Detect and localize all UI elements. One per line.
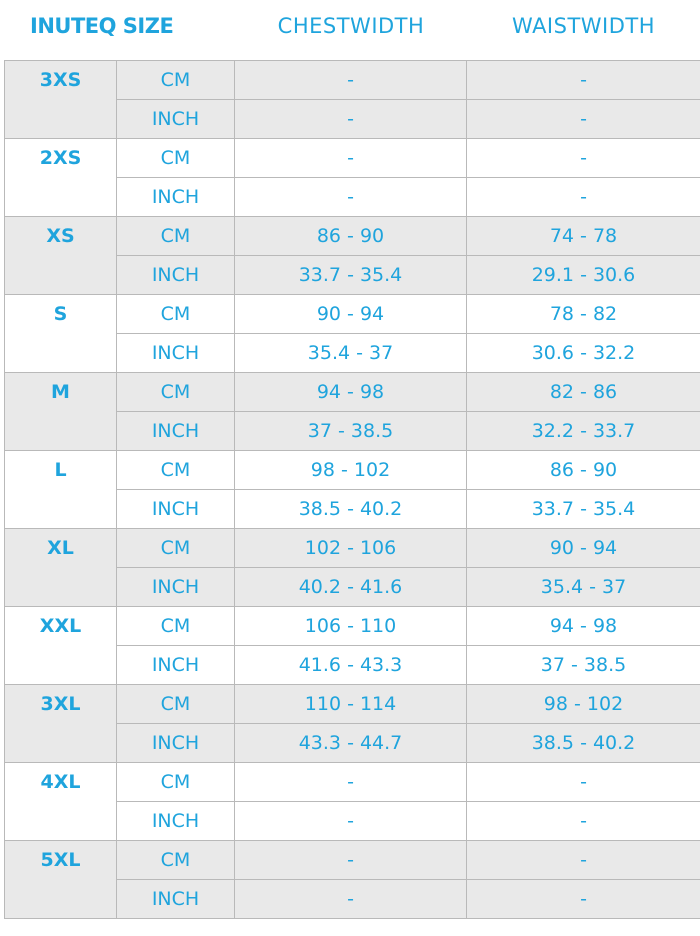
chest-inch-value: 38.5 - 40.2 <box>235 490 467 529</box>
chest-inch-value: 40.2 - 41.6 <box>235 568 467 607</box>
table-row <box>5 529 700 568</box>
unit-label-inch: INCH <box>117 880 235 919</box>
size-label: M <box>5 373 117 451</box>
size-label: 4XL <box>5 763 117 841</box>
unit-label-cm: CM <box>117 61 235 100</box>
waist-cm-value: 82 - 86 <box>467 373 700 412</box>
unit-label-cm: CM <box>117 295 235 334</box>
size-chart-table <box>4 60 700 919</box>
table-header <box>0 0 700 58</box>
waist-inch-value: 35.4 - 37 <box>467 568 700 607</box>
table-row <box>5 373 700 412</box>
chest-cm-value: 98 - 102 <box>235 451 467 490</box>
table-row <box>5 61 700 100</box>
size-label: 3XL <box>5 685 117 763</box>
unit-label-inch: INCH <box>117 256 235 295</box>
chest-cm-value: - <box>235 841 467 880</box>
chest-cm-value: 86 - 90 <box>235 217 467 256</box>
waist-cm-value: - <box>467 139 700 178</box>
chest-inch-value: - <box>235 880 467 919</box>
unit-label-cm: CM <box>117 217 235 256</box>
size-label: S <box>5 295 117 373</box>
chest-inch-value: 37 - 38.5 <box>235 412 467 451</box>
unit-label-inch: INCH <box>117 646 235 685</box>
header-size: INUTEQ SIZE <box>30 14 174 38</box>
waist-inch-value: - <box>467 802 700 841</box>
size-label: 5XL <box>5 841 117 919</box>
waist-cm-value: 74 - 78 <box>467 217 700 256</box>
unit-label-inch: INCH <box>117 490 235 529</box>
chest-inch-value: - <box>235 100 467 139</box>
chest-cm-value: - <box>235 763 467 802</box>
waist-cm-value: 78 - 82 <box>467 295 700 334</box>
waist-inch-value: 33.7 - 35.4 <box>467 490 700 529</box>
unit-label-inch: INCH <box>117 568 235 607</box>
unit-label-cm: CM <box>117 841 235 880</box>
waist-inch-value: - <box>467 178 700 217</box>
unit-label-cm: CM <box>117 529 235 568</box>
waist-cm-value: - <box>467 61 700 100</box>
size-label: 3XS <box>5 61 117 139</box>
unit-label-cm: CM <box>117 451 235 490</box>
table-row <box>5 685 700 724</box>
waist-cm-value: - <box>467 763 700 802</box>
chest-cm-value: 102 - 106 <box>235 529 467 568</box>
size-label: XL <box>5 529 117 607</box>
unit-label-inch: INCH <box>117 724 235 763</box>
chest-inch-value: 41.6 - 43.3 <box>235 646 467 685</box>
unit-label-cm: CM <box>117 685 235 724</box>
chest-inch-value: 43.3 - 44.7 <box>235 724 467 763</box>
table-row <box>5 451 700 490</box>
table-row <box>5 295 700 334</box>
header-chestwidth: CHESTWIDTH <box>277 14 425 38</box>
unit-label-inch: INCH <box>117 334 235 373</box>
chest-inch-value: - <box>235 178 467 217</box>
size-label: 2XS <box>5 139 117 217</box>
unit-label-cm: CM <box>117 763 235 802</box>
waist-inch-value: 37 - 38.5 <box>467 646 700 685</box>
size-label: XS <box>5 217 117 295</box>
size-label: XXL <box>5 607 117 685</box>
chest-cm-value: - <box>235 139 467 178</box>
table-row <box>5 217 700 256</box>
waist-inch-value: - <box>467 100 700 139</box>
unit-label-cm: CM <box>117 373 235 412</box>
waist-inch-value: 29.1 - 30.6 <box>467 256 700 295</box>
unit-label-inch: INCH <box>117 802 235 841</box>
unit-label-inch: INCH <box>117 412 235 451</box>
chest-cm-value: 94 - 98 <box>235 373 467 412</box>
unit-label-cm: CM <box>117 139 235 178</box>
chest-cm-value: 110 - 114 <box>235 685 467 724</box>
waist-inch-value: 32.2 - 33.7 <box>467 412 700 451</box>
table-row <box>5 841 700 880</box>
header-waistwidth: WAISTWIDTH <box>511 14 656 38</box>
waist-cm-value: 98 - 102 <box>467 685 700 724</box>
unit-label-cm: CM <box>117 607 235 646</box>
chest-cm-value: - <box>235 61 467 100</box>
table-row <box>5 607 700 646</box>
unit-label-inch: INCH <box>117 100 235 139</box>
table-row <box>5 139 700 178</box>
chest-inch-value: 33.7 - 35.4 <box>235 256 467 295</box>
table-row <box>5 763 700 802</box>
unit-label-inch: INCH <box>117 178 235 217</box>
chest-inch-value: 35.4 - 37 <box>235 334 467 373</box>
waist-cm-value: - <box>467 841 700 880</box>
size-label: L <box>5 451 117 529</box>
waist-cm-value: 94 - 98 <box>467 607 700 646</box>
chest-inch-value: - <box>235 802 467 841</box>
chest-cm-value: 90 - 94 <box>235 295 467 334</box>
waist-cm-value: 86 - 90 <box>467 451 700 490</box>
waist-cm-value: 90 - 94 <box>467 529 700 568</box>
waist-inch-value: - <box>467 880 700 919</box>
chest-cm-value: 106 - 110 <box>235 607 467 646</box>
waist-inch-value: 30.6 - 32.2 <box>467 334 700 373</box>
waist-inch-value: 38.5 - 40.2 <box>467 724 700 763</box>
